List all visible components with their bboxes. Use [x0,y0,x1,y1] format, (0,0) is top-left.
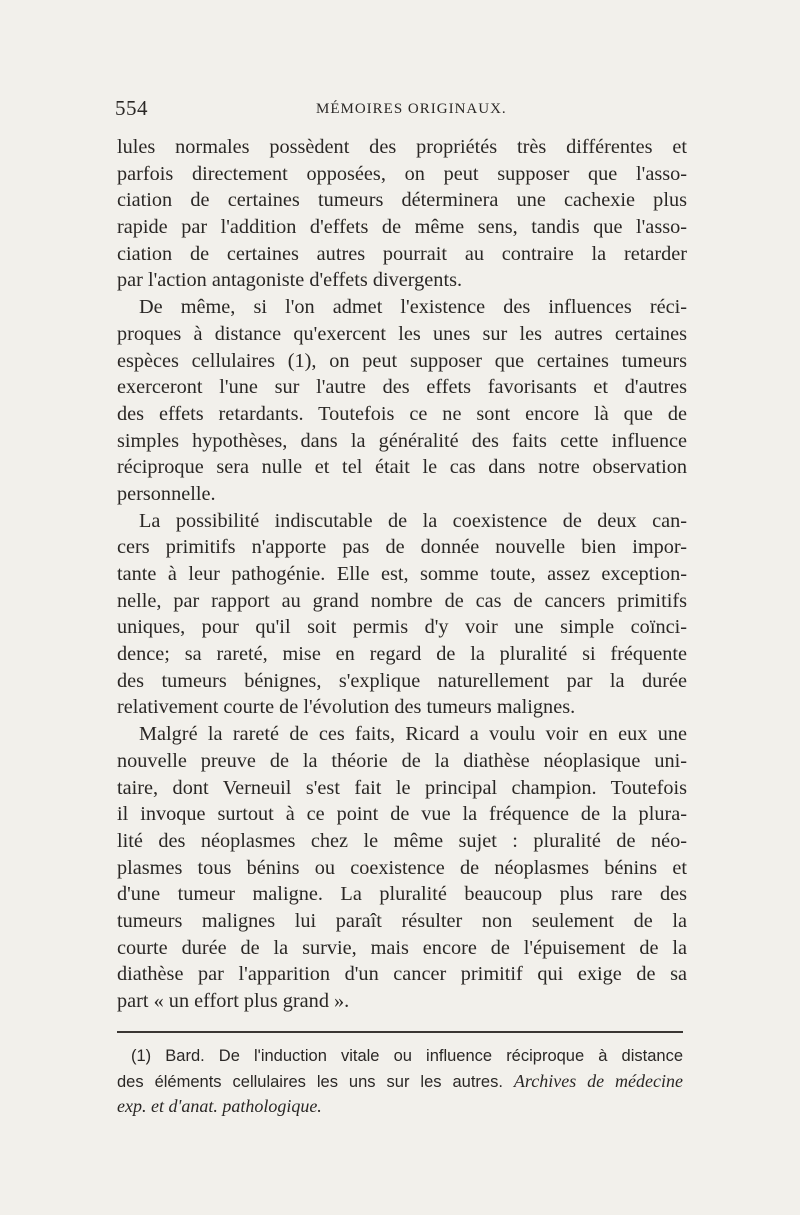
text-line: il invoque surtout à ce point de vue la fréquence de la plura- [117,803,687,826]
text-line: nelle, par rapport au grand nombre de cas de cancers primitifs [117,589,687,612]
page-header [115,96,685,126]
text-line: lules normales possèdent des propriétés très différentes et [117,136,687,158]
text-line: ciation de certaines autres pourrait au contraire la retarder [117,242,687,265]
footnote-text: des éléments cellulaires les uns sur les autres. [117,1073,503,1091]
text-line: uniques, pour qu'il soit permis d'y voir une simple coïnci- [117,616,687,639]
text-line: cers primitifs n'apporte pas de donnée nouvelle bien impor- [117,536,687,559]
text-line: simples hypothèses, dans la généralité des faits cette influence [117,429,687,452]
text-line: nouvelle preuve de la théorie de la diathèse néoplasique uni- [117,749,687,772]
footnote-journal-title-cont: exp. et d'anat. pathologique. [117,1096,322,1116]
text-line: parfois directement opposées, on peut supposer que l'asso- [117,162,687,185]
text-line: De même, si l'on admet l'existence des influences réci- [139,296,687,319]
text-line: diathèse par l'apparition d'un cancer primitif qui exige de sa [117,963,687,986]
text-line: tante à leur pathogénie. Elle est, somme toute, assez exception- [117,563,687,585]
text-line: d'une tumeur maligne. La pluralité beaucoup plus rare des [117,883,687,906]
text-line: tumeurs malignes lui paraît résulter non seulement de la [117,909,687,932]
text-line: personnelle. [117,482,216,505]
text-line: taire, dont Verneuil s'est fait le principal champion. Toutefois [117,776,687,799]
footnote-line [117,1069,683,1094]
text-line: exerceront l'une sur l'autre des effets favorisants et d'autres [117,376,687,399]
footnote-line [117,1094,683,1119]
text-line: Malgré la rareté de ces faits, Ricard a voulu voir en eux une [139,723,687,746]
text-line: espèces cellulaires (1), on peut supposer que certaines tumeurs [117,349,687,372]
running-title: MÉMOIRES ORIGINAUX. [316,101,507,117]
text-line: des tumeurs bénignes, s'explique naturellement par la durée [117,669,687,692]
text-line: plasmes tous bénins ou coexistence de néoplasmes bénins et [117,856,687,879]
body-text [117,134,687,1015]
text-line: par l'action antagoniste d'effets divergents. [117,269,463,292]
text-line: rapide par l'addition d'effets de même sens, tandis que l'asso- [117,216,687,239]
text-line: des effets retardants. Toutefois ce ne sont encore là que de [117,402,687,425]
text-line: proques à distance qu'exercent les unes sur les autres certaines [117,322,687,345]
footnote-line: (1) Bard. De l'induction vitale ou influence réciproque à distance [131,1047,683,1065]
text-line: part « un effort plus grand ». [117,990,350,1012]
text-line: relativement courte de l'évolution des tumeurs malignes. [117,696,576,719]
text-line: lité des néoplasmes chez le même sujet : pluralité de néo- [117,829,687,852]
text-line: La possibilité indiscutable de la coexistence de deux can- [139,509,687,532]
text-line: réciproque sera nulle et tel était le cas dans notre observation [117,456,687,479]
text-line: courte durée de la survie, mais encore de l'épuisement de la [117,936,687,959]
footnote-rule [117,1031,683,1033]
footnote [117,1044,683,1119]
text-line: ciation de certaines tumeurs déterminera une cachexie plus [117,189,687,212]
page-number: 554 [115,96,148,120]
text-line: dence; sa rareté, mise en regard de la pluralité si fréquente [117,643,687,666]
footnote-journal-title: Archives de médecine [513,1071,683,1091]
